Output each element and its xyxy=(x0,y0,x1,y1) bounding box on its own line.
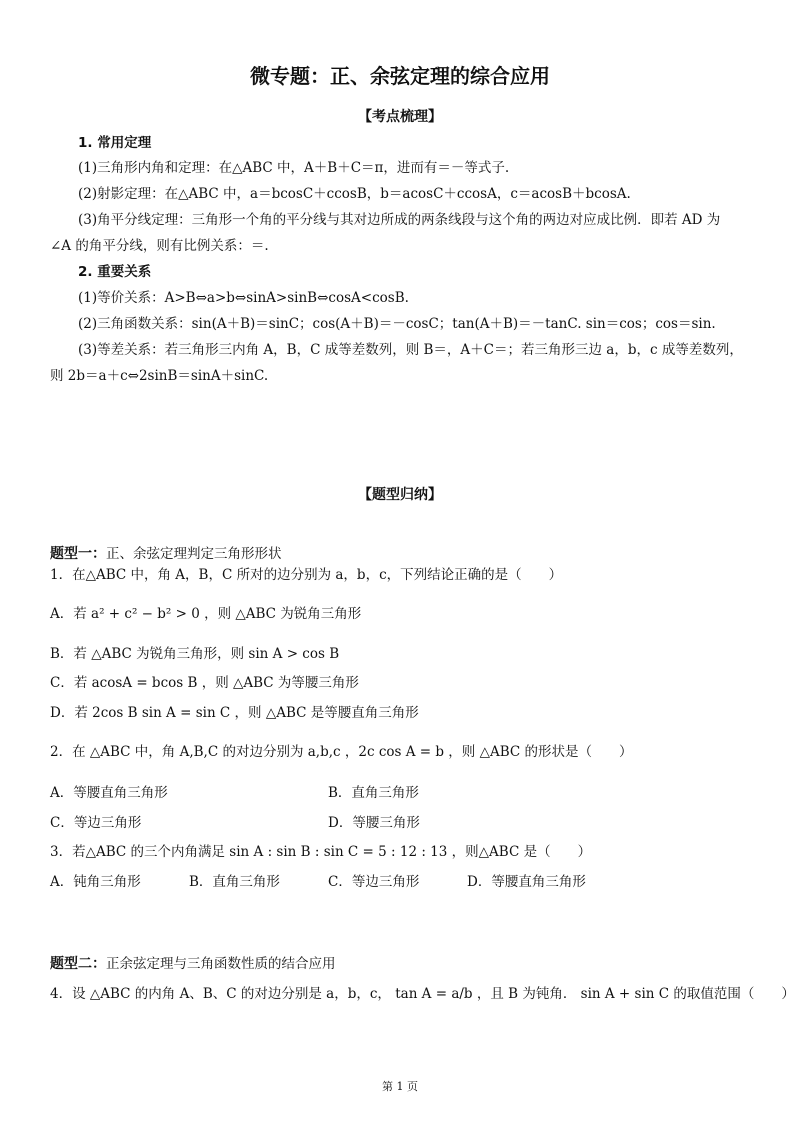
review-item-projection: (2)射影定理：在△ABC 中，a＝bcosC＋ccosB，b＝acosC＋ccosA，c＝acosB＋bcosA. xyxy=(78,186,631,202)
review-item-trig-relations: (2)三角函数关系：sin(A＋B)＝sinC；cos(A＋B)＝－cosC；tan(A＋B)＝－tanC. sin＝cos；cos＝sin. xyxy=(78,316,716,332)
q2-option-b: B．直角三角形 xyxy=(328,785,419,801)
review-item-arithmetic-2: 则 2b＝a＋c⇔2sinB＝sinA＋sinC. xyxy=(50,368,269,384)
q1-option-d: D．若 2cos B sin A = sin C ，则 △ABC 是等腰直角三角形 xyxy=(50,705,419,721)
q1-stem: 1．在△ABC 中，角 A，B，C 所对的边分别为 a，b，c，下列结论正确的是（ ） xyxy=(50,567,563,583)
type2-heading xyxy=(50,954,336,974)
type2-desc: 正余弦定理与三角函数性质的结合应用 xyxy=(106,956,336,972)
review-heading-relations: 2. 重要关系 xyxy=(78,264,152,280)
page-number: 第 1 页 xyxy=(382,1080,418,1093)
q3-option-d: D．等腰直角三角形 xyxy=(467,874,586,890)
q3-option-a: A．钝角三角形 xyxy=(50,874,141,890)
review-item-bisector-2: ∠A 的角平分线，则有比例关系：＝. xyxy=(50,238,269,254)
q3-option-c: C．等边三角形 xyxy=(328,874,420,890)
q3-stem: 3．若△ABC 的三个内角满足 sin A : sin B : sin C = 5 : 12 : 13 ，则△ABC 是（ ） xyxy=(50,844,592,860)
type1-label: 题型一： xyxy=(50,546,106,562)
q2-option-a: A．等腰直角三角形 xyxy=(50,785,168,801)
q2-option-d: D．等腰三角形 xyxy=(328,815,420,831)
type2-label: 题型二： xyxy=(50,956,106,972)
type1-desc: 正、余弦定理判定三角形形状 xyxy=(106,546,282,562)
review-item-bisector-1: (3)角平分线定理：三角形一个角的平分线与其对边所成的两条线段与这个角的两边对应成比例．即若 AD 为 xyxy=(78,212,721,228)
q1-option-b: B．若 △ABC 为锐角三角形，则 sin A > cos B xyxy=(50,646,340,662)
q2-stem: 2．在 △ABC 中，角 A,B,C 的对边分别为 a,b,c ，2c cos A = b ，则 △ABC 的形状是（ ） xyxy=(50,744,633,760)
q4-stem: 4．设 △ABC 的内角 A、B、C 的对边分别是 a，b，c， tan A = a/b ，且 B 为钝角． sin A + sin C 的取值范围（ ） xyxy=(50,986,795,1002)
q3-option-b: B．直角三角形 xyxy=(189,874,280,890)
review-heading-theorems: 1. 常用定理 xyxy=(78,135,152,151)
review-item-arithmetic-1: (3)等差关系：若三角形三内角 A，B，C 成等差数列，则 B＝，A＋C＝；若三角形三边 a，b，c 成等差数列， xyxy=(78,342,743,358)
review-item-equivalence: (1)等价关系：A>B⇔a>b⇔sinA>sinB⇔cosA<cosB. xyxy=(78,290,409,306)
type1-heading xyxy=(50,544,282,564)
q2-option-c: C．等边三角形 xyxy=(50,815,142,831)
review-item-angle-sum: (1)三角形内角和定理：在△ABC 中，A＋B＋C＝π，进而有＝－等式子. xyxy=(78,160,510,176)
q1-option-c: C．若 acosA = bcos B ，则 △ABC 为等腰三角形 xyxy=(50,675,359,691)
page-title: 微专题：正、余弦定理的综合应用 xyxy=(250,64,550,88)
q1-option-a: A．若 a² + c² − b² > 0 ，则 △ABC 为锐角三角形 xyxy=(50,606,362,622)
section-heading-types: 【题型归纳】 xyxy=(358,487,442,503)
section-heading-review: 【考点梳理】 xyxy=(358,109,442,125)
